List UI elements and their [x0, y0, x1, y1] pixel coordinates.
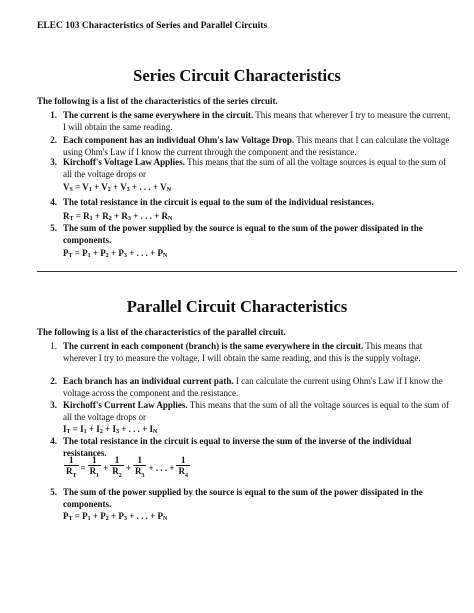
- item-number: 5.: [50, 487, 57, 497]
- item-bold: The sum of the power supplied by the source is equal to the sum of the power dissipated in the components.: [63, 223, 423, 245]
- operator: +: [103, 462, 109, 473]
- parallel-intro: The following is a list of the characteristics of the parallel circuit.: [37, 327, 286, 337]
- item-number: 1.: [50, 110, 57, 120]
- item-bold: The sum of the power supplied by the source is equal to the sum of the power dissipated in the components.: [63, 487, 423, 509]
- document-header: ELEC 103 Characteristics of Series and Parallel Circuits: [37, 21, 268, 31]
- item-bold: The total resistance in the circuit is equal to inverse the sum of the inverse of the individual resistances.: [63, 436, 412, 458]
- fraction-r2: $\frac{1}{R_2}$: [112, 455, 122, 479]
- item-text: This means that wherever I try to measure the voltage, I will obtain the same reading, and this is the supply voltage.: [63, 341, 423, 363]
- fraction-r4: $\frac{1}{R_4}$: [178, 455, 188, 479]
- item-number: 2.: [50, 376, 57, 386]
- item-bold: Each branch has an individual current path.: [63, 376, 234, 386]
- item-number: 1.: [50, 341, 57, 351]
- series-intro: The following is a list of the characteristics of the series circuit.: [37, 96, 278, 106]
- item-bold: The current in each component (branch) is the same everywhere in the circuit.: [63, 341, 364, 351]
- item-text: This means that the sum of all the voltage sources is equal to the sum of all the voltage drops or: [63, 400, 449, 422]
- item-bold: Kirchoff's Voltage Law Applies.: [63, 157, 185, 167]
- operator: =: [80, 462, 86, 473]
- item-text: I can calculate the current using Ohm's Law if I know the voltage across the component and the resistance.: [63, 376, 443, 398]
- parallel-title: Parallel Circuit Characteristics: [126, 297, 348, 316]
- parallel-resistance-equation: [63, 455, 191, 481]
- series-power-equation: $P_T = P_1 + P_2 + P_3$ + . . . + $P_N$: [63, 248, 168, 259]
- item-text: This means that wherever I try to measure the current, I will obtain the same reading.: [63, 110, 451, 132]
- series-resistance-equation: $R_T = R_1 + R_2 + R_3$ + . . . + $R_N$: [63, 211, 173, 222]
- numerator: 1: [92, 455, 97, 465]
- parallel-current-equation: $I_T = I_1 + I_2 + I_3$ + . . . + $I_N$: [63, 424, 158, 435]
- numerator: 1: [114, 455, 120, 465]
- item-number: 4.: [50, 197, 57, 207]
- item-number: 3.: [50, 157, 57, 167]
- item-number: 3.: [50, 400, 57, 410]
- item-number: 2.: [50, 135, 57, 145]
- item-bold: The total resistance in the circuit is equal to the sum of the individual resistances.: [63, 197, 374, 207]
- item-bold: The current is the same everywhere in the circuit.: [63, 110, 254, 120]
- item-bold: Each component has an individual Ohm's law Voltage Drop.: [63, 135, 295, 145]
- item-bold: Kirchoff's Current Law Applies.: [63, 400, 188, 410]
- numerator: 1: [69, 455, 74, 465]
- fraction-rt: $\frac{1}{R_T}$: [66, 455, 77, 479]
- series-title: Series Circuit Characteristics: [133, 66, 341, 85]
- section-divider: [37, 271, 457, 272]
- item-text: This means that the sum of all the voltage sources is equal to the sum of all the voltage drops or: [63, 157, 447, 179]
- operator: +: [125, 462, 131, 473]
- item-number: 4.: [50, 436, 57, 446]
- series-voltage-equation: $V_S = V_1 + V_2 + V_3$ + . . . + $V_N$: [63, 182, 171, 193]
- item-number: 5.: [50, 223, 57, 233]
- parallel-power-equation: $P_T = P_1 + P_2 + P_3$ + . . . + $P_N$: [63, 511, 168, 522]
- numerator: 1: [137, 455, 142, 465]
- operator: + . . . +: [148, 462, 175, 473]
- fraction-r3: $\frac{1}{R_3}$: [134, 455, 145, 479]
- fraction-r1: $\frac{1}{R_1}$: [89, 455, 100, 479]
- item-text: This means that I can calculate the voltage using Ohm's Law if I know the current through the component and the resistance.: [63, 135, 450, 157]
- numerator: 1: [180, 455, 186, 465]
